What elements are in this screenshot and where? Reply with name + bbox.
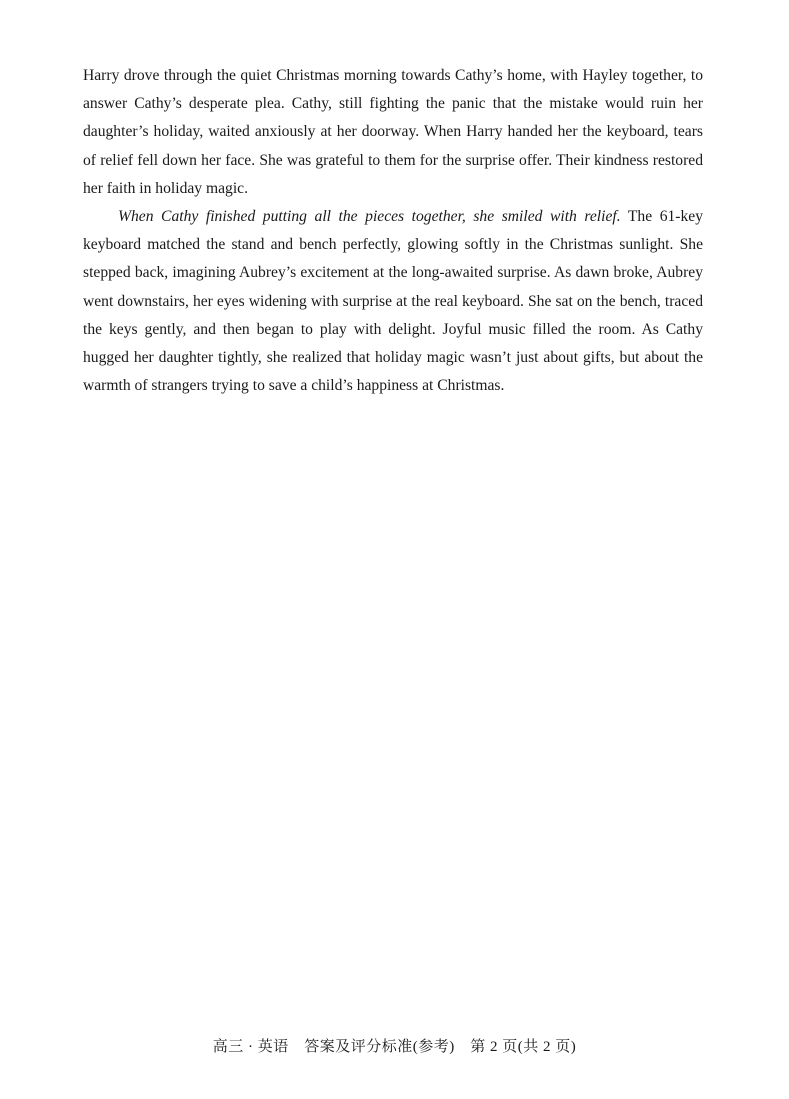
answer-text-body — [83, 62, 703, 400]
paragraph-2-lead-sentence: When Cathy finished putting all the pieces together, she smiled with relief. — [118, 208, 621, 226]
paragraph-1: Harry drove through the quiet Christmas morning towards Cathy’s home, with Hayley together, to answer Cathy’s desperate plea. Cathy, still fighting the panic that the mistake would ruin her daughter’s holiday, waited anxiously at her doorway. When Harry handed her the keyboard, tears of relief fell down her face. She was grateful to them for the surprise offer. Their kindness restored her faith in holiday magic. — [83, 67, 703, 197]
paragraph-2-body: The 61-key keyboard matched the stand and bench perfectly, glowing softly in the Christmas sunlight. She stepped back, imagining Aubrey’s excitement at the long-awaited surprise. As dawn broke, Aubrey went downstairs, her eyes widening with surprise at the real keyboard. She sat on the bench, traced the keys gently, and then began to play with delight. Joyful music filled the room. As Cathy hugged her daughter tightly, she realized that holiday magic wasn’t just about gifts, but about the warmth of strangers trying to save a child’s happiness at Christmas. — [83, 208, 703, 395]
paragraph-2 — [83, 203, 703, 400]
page-footer: 高三 · 英语 答案及评分标准(参考) 第 2 页(共 2 页) — [212, 1039, 577, 1055]
